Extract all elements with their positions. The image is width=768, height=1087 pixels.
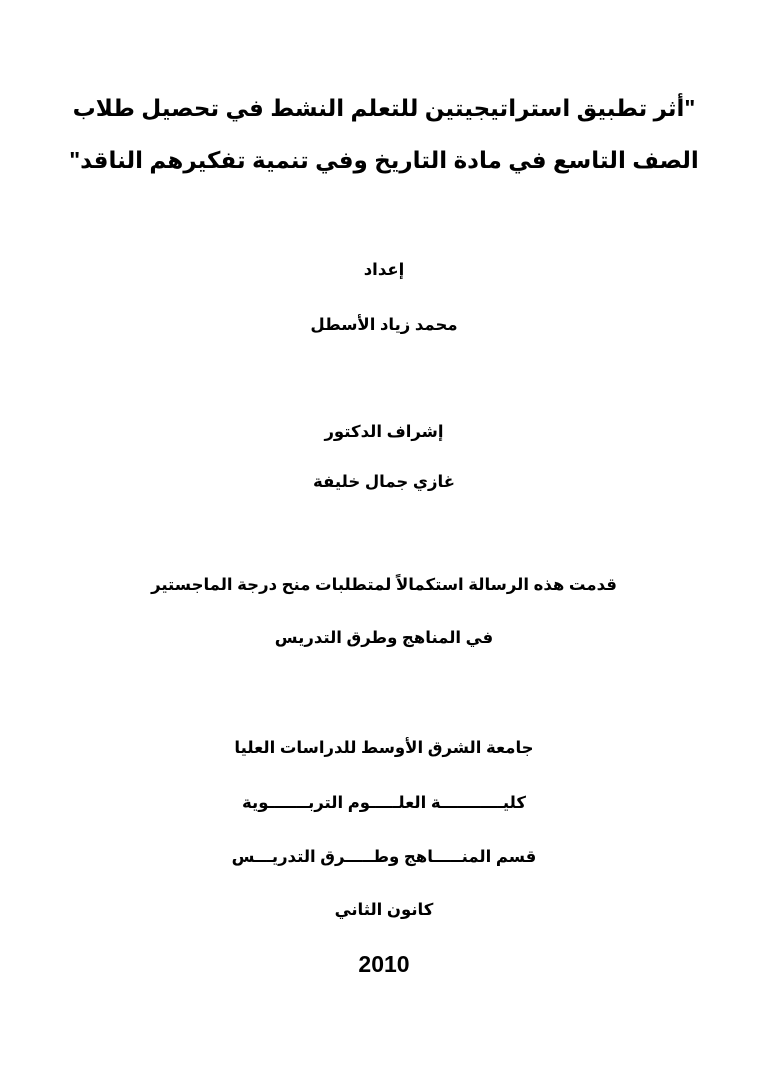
prepared-by-label: إعداد bbox=[363, 261, 405, 279]
author-name: محمد زياد الأسطل bbox=[310, 316, 458, 334]
submission-statement: قدمت هذه الرسالة استكمالاً لمتطلبات منح درجة الماجستير bbox=[151, 576, 617, 594]
supervisor-name: غازي جمال خليفة bbox=[313, 473, 455, 491]
submission-year: 2010 bbox=[358, 951, 410, 977]
university-name: جامعة الشرق الأوسط للدراسات العليا bbox=[234, 739, 534, 757]
submission-month: كانون الثاني bbox=[334, 901, 434, 919]
thesis-title-line-1: "أثر تطبيق استراتيجيتين للتعلم النشط في تحصيل طلاب bbox=[72, 95, 696, 121]
specialization: في المناهج وطرق التدريس bbox=[274, 629, 494, 647]
thesis-title-line-2: الصف التاسع في مادة التاريخ وفي تنمية تفكيرهم الناقد" bbox=[69, 147, 699, 173]
faculty-name: كليـــــــــــة العلـــــوم التربـــــــوية bbox=[242, 794, 526, 812]
department-name: قسم المنـــــاهج وطـــــرق التدريـــس bbox=[231, 848, 537, 866]
supervision-label: إشراف الدكتور bbox=[324, 423, 444, 441]
